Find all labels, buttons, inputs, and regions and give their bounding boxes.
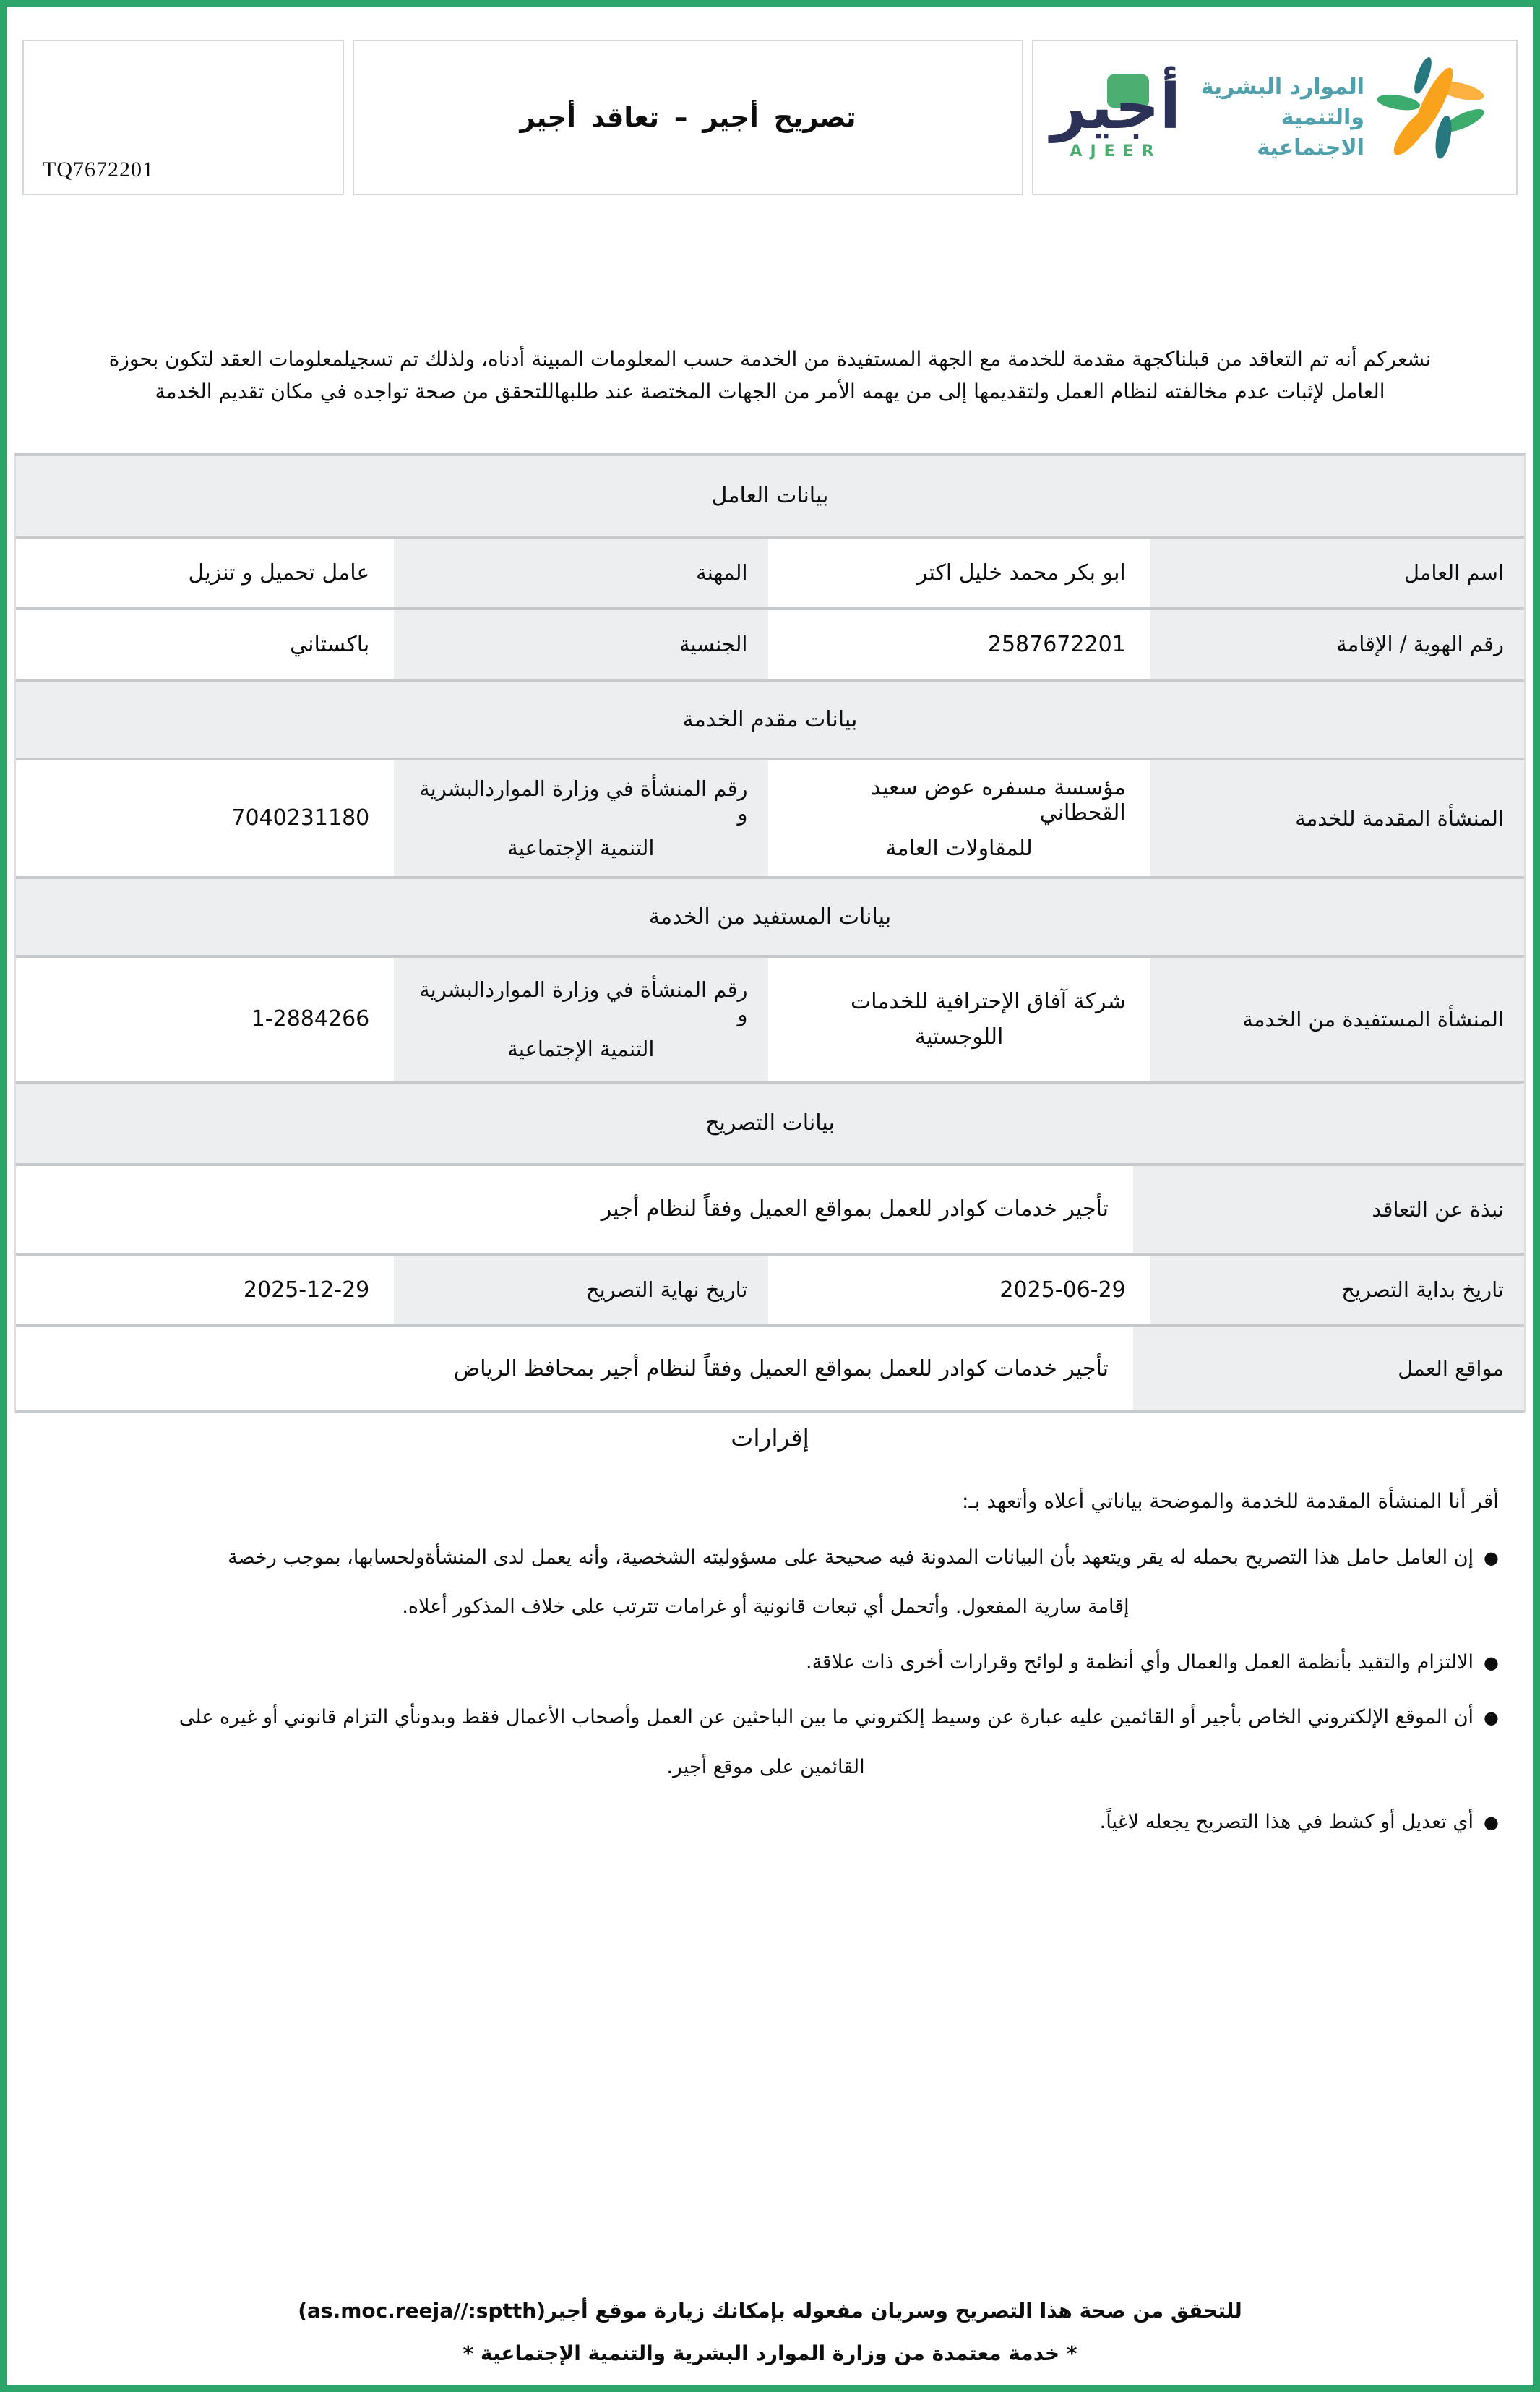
ministry-logo-text: [1181, 72, 1364, 163]
logos-box: [1032, 40, 1518, 195]
intro-paragraph: [28, 343, 1512, 408]
beneficiary-ministry-number-label-line1: رقم المنشأة في وزارة المواردالبشرية و: [419, 977, 748, 1026]
start-date-value: 2025-06-29: [999, 1277, 1126, 1303]
nationality-label: الجنسية: [394, 610, 767, 679]
section-header-worker: بيانات العامل: [16, 456, 1524, 539]
beneficiary-number-value: 1-2884266: [251, 1006, 370, 1032]
table-row-worker-id: [16, 610, 1524, 682]
provider-ministry-number-label-line2: التنمية الإجتماعية: [507, 835, 655, 860]
provider-ministry-number-label: [394, 760, 767, 876]
beneficiary-label: المنشأة المستفيدة من الخدمة: [1150, 958, 1524, 1081]
table-row-beneficiary: [16, 958, 1524, 1084]
work-locations-value: تأجير خدمات كوادر للعمل بمواقع العميل وفقاً لنظام أجير بمحافظ الرياض: [453, 1355, 1109, 1381]
declaration-item-1: [33, 1543, 1499, 1573]
provider-label: المنشأة المقدمة للخدمة: [1150, 760, 1524, 876]
bullet-icon: ●: [1484, 1707, 1499, 1728]
nationality-value: باكستاني: [290, 631, 370, 657]
approved-service-line: * خدمة معتمدة من وزارة الموارد البشرية والتنمية الإجتماعية *: [463, 2341, 1077, 2365]
profession-label: المهنة: [394, 539, 767, 607]
ajeer-wordmark-arabic: أجير: [1051, 70, 1182, 143]
start-date-label: تاريخ بداية التصريح: [1150, 1256, 1524, 1324]
declaration-item-3: [33, 1703, 1499, 1733]
declaration-item-4: [33, 1808, 1499, 1838]
declaration-item-2: [33, 1648, 1499, 1678]
declaration-item-3-line2: القائمين على موقع أجير.: [666, 1755, 865, 1778]
provider-value: [773, 760, 1146, 876]
bullet-icon: ●: [1484, 1652, 1499, 1673]
declarations-title: إقرارات: [731, 1423, 809, 1452]
beneficiary-value-line1: شركة آفاق الإحترافية للخدمات: [850, 988, 1126, 1014]
document-header: [22, 40, 1518, 195]
ministry-logo-line1: الموارد البشرية: [1200, 74, 1364, 100]
worker-name-value: ابو بكر محمد خليل اكتر: [916, 560, 1126, 586]
provider-value-line1: مؤسسة مسفره عوض سعيد القحطاني: [871, 775, 1126, 826]
bullet-icon: ●: [1484, 1547, 1499, 1568]
document-footer: [7, 2299, 1533, 2385]
profession-value: عامل تحميل و تنزيل: [188, 560, 370, 586]
table-row-contract-summary: [16, 1166, 1524, 1256]
declarations-intro: أقر أنا المنشأة المقدمة للخدمة والموضحة بياناتي أعلاه وأتعهد بـ:: [962, 1488, 1499, 1513]
beneficiary-value-line2: اللوجستية: [914, 1024, 1004, 1050]
declaration-item-2-text: الالتزام والتقيد بأنظمة العمل والعمال وأي أنظمة و لوائح وقرارات أخرى ذات علاقة.: [805, 1650, 1474, 1673]
provider-value-line2: للمقاولات العامة: [885, 836, 1033, 862]
provider-ministry-number-label-line1: رقم المنشأة في وزارة المواردالبشرية و: [419, 776, 748, 826]
title-box: [353, 40, 1023, 195]
worker-name-label: اسم العامل: [1150, 539, 1524, 607]
end-date-value: 2025-12-29: [243, 1277, 370, 1303]
verification-text: للتحقق من صحة هذا التصريح وسريان مفعوله بإمكانك زيارة موقع أجير: [546, 2299, 1242, 2323]
ajeer-wordmark-latin: AJEER: [1070, 142, 1162, 161]
ministry-logo: [1181, 53, 1499, 182]
work-locations-label: مواقع العمل: [1133, 1327, 1524, 1410]
verification-line: [7, 2299, 1533, 2323]
table-row-provider: [16, 760, 1524, 879]
document-title: تصريح أجير – تعاقد أجير: [520, 102, 856, 133]
section-header-provider: بيانات مقدم الخدمة: [16, 682, 1524, 760]
verification-url: (as.moc.reeja//:sptth): [298, 2299, 546, 2323]
table-row-work-locations: [16, 1327, 1524, 1413]
table-row-permit-dates: [16, 1256, 1524, 1327]
id-number-value: 2587672201: [987, 631, 1126, 657]
contract-summary-value: تأجير خدمات كوادر للعمل بمواقع العميل وفقاً لنظام أجير: [601, 1196, 1109, 1222]
intro-line2: العامل لإثبات عدم مخالفته لنظام العمل ولتقديمها إلى من يهمه الأمر من الجهات المختصة عند طلبهاللتحقق من صحة تواجده في مكان تقديم الخدمة: [155, 379, 1385, 403]
permit-data-table: [14, 453, 1526, 1413]
contract-summary-label: نبذة عن التعاقد: [1133, 1166, 1524, 1253]
section-header-beneficiary: بيانات المستفيد من الخدمة: [16, 879, 1524, 958]
ministry-palm-emblem-icon: [1370, 53, 1499, 182]
declaration-item-4-text: أي تعديل أو كشط في هذا التصريح يجعله لاغياً.: [1099, 1811, 1474, 1834]
ajeer-logo: [1051, 70, 1182, 161]
provider-number-value: 7040231180: [231, 805, 370, 831]
declaration-item-1-line1: إن العامل حامل هذا التصريح بحمله له يقر ويتعهد بأن البيانات المدونة فيه صحيحة على مسؤوليته الشخصية، وأنه يعمل لدى المنشأةولحسابها، بموجب رخصة: [228, 1546, 1474, 1569]
section-header-permit: بيانات التصريح: [16, 1084, 1524, 1166]
beneficiary-ministry-number-label-line2: التنمية الإجتماعية: [507, 1036, 655, 1061]
permit-number-box: [22, 40, 344, 195]
declarations-list: [33, 1517, 1499, 1838]
table-row-worker-name: [16, 539, 1524, 610]
end-date-label: تاريخ نهاية التصريح: [394, 1256, 767, 1324]
permit-number: TQ7672201: [43, 158, 154, 181]
bullet-icon: ●: [1484, 1812, 1499, 1833]
beneficiary-ministry-number-label: [394, 958, 767, 1081]
beneficiary-value: [773, 958, 1146, 1081]
ministry-logo-line2: والتنمية الاجتماعية: [1257, 104, 1364, 160]
declaration-item-3-line1: أن الموقع الإلكتروني الخاص بأجير أو القائمين عليه عبارة عن وسيط إلكتروني ما بين الباحثين عن العمل وأصحاب الأعمال فقط وبدونأي التزام قانوني أو غيره على: [178, 1706, 1474, 1729]
intro-line1: نشعركم أنه تم التعاقد من قبلناكجهة مقدمة للخدمة مع الجهة المستفيدة من الخدمة حسب المعلومات المبينة أدناه، ولذلك تم تسجيلمعلومات العقد لتكون بحوزة: [108, 347, 1432, 371]
id-number-label: رقم الهوية / الإقامة: [1150, 610, 1524, 679]
declaration-item-1-line2: إقامة سارية المفعول. وأتحمل أي تبعات قانونية أو غرامات تترتب على خلاف المذكور أعلاه.: [402, 1595, 1130, 1619]
